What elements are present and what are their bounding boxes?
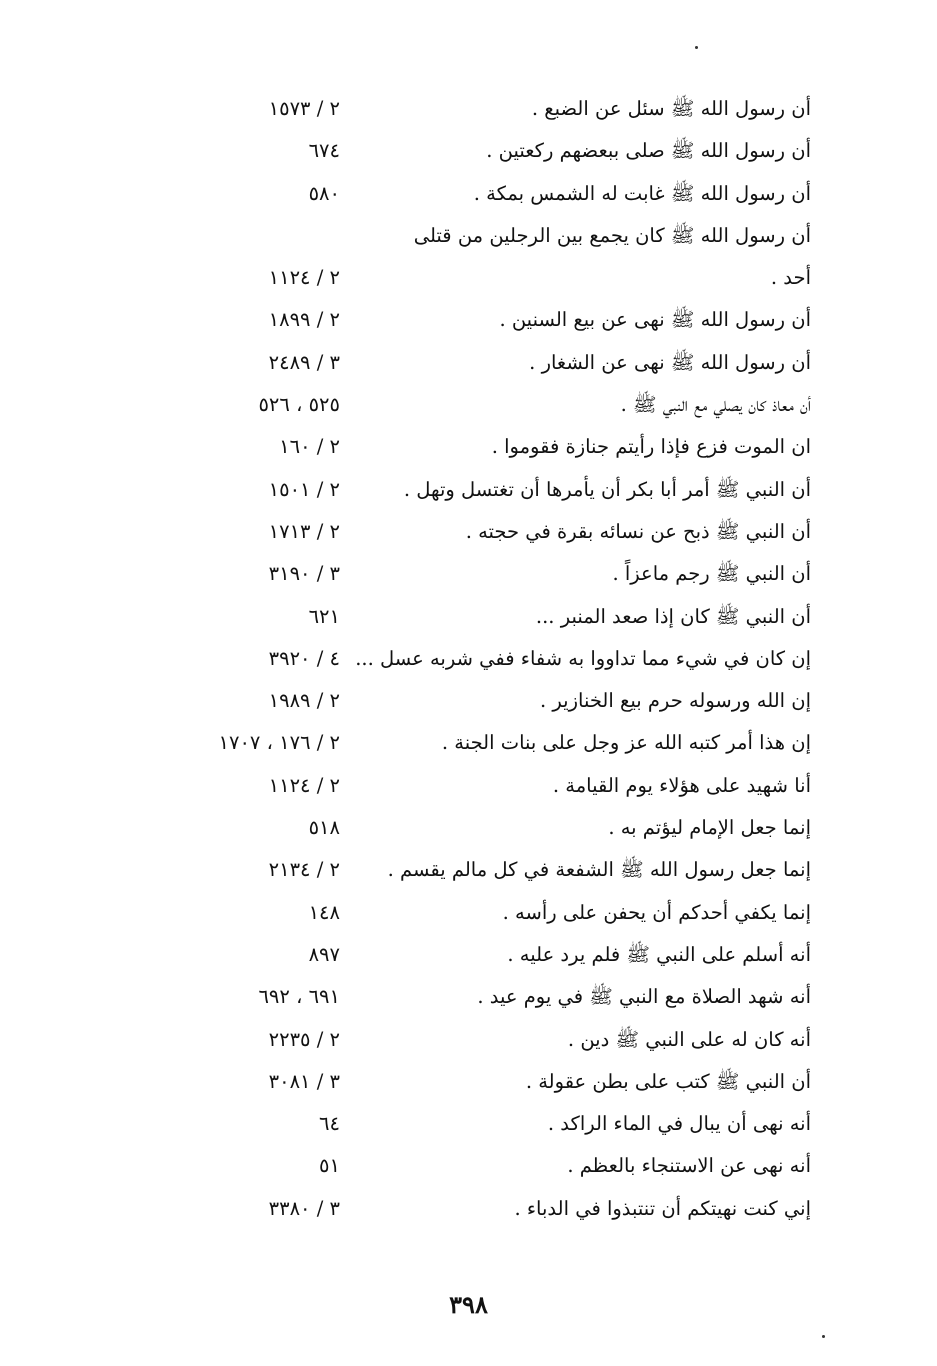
index-entry: [0, 130, 937, 172]
index-entry: [0, 849, 937, 891]
index-entry: [0, 596, 937, 638]
entry-reference: ٤ / ٣٩٢٠: [268, 646, 340, 670]
entry-text: أن رسول الله ﷺ غابت له الشمس بمكة .: [473, 181, 811, 205]
entry-text: أن النبي ﷺ أمر أبا بكر أن يأمرها أن تغتسل وتهل .: [403, 477, 811, 501]
entry-text: أن رسول الله ﷺ نهى عن بيع السنين .: [499, 308, 811, 332]
entry-reference: ٢ / ٢٢٣٥: [268, 1027, 340, 1051]
entry-text: أنه شهد الصلاة مع النبي ﷺ في يوم عيد .: [477, 985, 811, 1009]
entry-reference: ٢ / ١٥٠١: [268, 477, 340, 501]
index-entry: [0, 638, 937, 680]
index-entry: [0, 173, 937, 215]
entry-text: إن الله ورسوله حرم بيع الخنازير .: [540, 689, 811, 713]
entry-text: أن رسول الله ﷺ سئل عن الضبع .: [531, 97, 811, 120]
entry-text: إن كان في شيء مما تداووا به شفاء ففي شربه عسل ...: [355, 646, 811, 670]
index-entry: [0, 426, 937, 468]
entry-reference: ٢ / ١١٢٤: [268, 773, 340, 797]
entry-text: أنه كان له على النبي ﷺ دين .: [567, 1027, 811, 1051]
entry-reference: ٢ / ١٦٠: [279, 435, 340, 459]
page-number: ٣٩٨: [449, 1290, 488, 1319]
entry-reference: ٣ / ٣٠٨١: [268, 1069, 340, 1093]
entry-reference: ٦٧٤: [308, 139, 340, 163]
index-entry: [0, 553, 937, 595]
hadith-index-list: [0, 88, 937, 1230]
index-entry: [0, 511, 937, 553]
entry-reference: ٥١٨: [308, 816, 340, 840]
entry-reference: ٢ / ١٩٨٩: [268, 689, 340, 713]
index-entry: [0, 892, 937, 934]
index-entry: [0, 807, 937, 849]
print-speck: [695, 46, 698, 49]
index-entry: [0, 342, 937, 384]
index-entry: [0, 299, 937, 341]
entry-text: أن رسول الله ﷺ كان يجمع بين الرجلين من قتلى: [413, 223, 811, 247]
print-speck: [822, 1335, 825, 1338]
entry-reference: ٦٢١: [308, 604, 340, 628]
entry-reference: ٥١: [319, 1154, 340, 1178]
index-entry: [0, 257, 937, 299]
entry-reference: ٥٢٥ ، ٥٢٦: [258, 393, 340, 417]
index-entry: [0, 384, 937, 426]
entry-reference: ٨٩٧: [308, 942, 340, 966]
entry-text: أحد .: [770, 266, 811, 290]
entry-text: إنما يكفي أحدكم أن يحفن على رأسه .: [502, 900, 811, 924]
entry-reference: ٢ / ١٥٧٣: [268, 97, 340, 120]
index-entry: [0, 722, 937, 764]
entry-text: أنه نهى عن الاستنجاء بالعظم .: [567, 1154, 811, 1178]
entry-text: أنه أسلم على النبي ﷺ فلم يرد عليه .: [507, 942, 811, 966]
index-entry: [0, 1103, 937, 1145]
entry-text: إن هذا أمر كتبه الله عز وجل على بنات الجنة .: [441, 731, 811, 755]
entry-reference: ٢ / ١٧١٣: [268, 519, 340, 543]
entry-reference: ٥٨٠: [308, 181, 340, 205]
entry-text: إنما جعل رسول الله ﷺ الشفعة في كل مالم يقسم .: [387, 858, 811, 882]
index-entry: [0, 765, 937, 807]
entry-text: أن النبي ﷺ كان إذا صعد المنبر ...: [535, 604, 811, 628]
entry-reference: ٣ / ٣١٩٠: [268, 562, 340, 586]
entry-text: أنه نهى أن يبال في الماء الراكد .: [547, 1112, 811, 1136]
entry-reference: ٢ / ١١٢٤: [268, 266, 340, 290]
index-entry: [0, 976, 937, 1018]
entry-reference: ٦٩١ ، ٦٩٢: [258, 985, 340, 1009]
entry-text: أن النبي ﷺ ذبح عن نسائه بقرة في حجته .: [465, 519, 811, 543]
index-entry: [0, 88, 937, 130]
entry-text: ان الموت فزع فإذا رأيتم جنازة فقوموا .: [491, 435, 811, 459]
index-entry: [0, 469, 937, 511]
index-entry: [0, 1145, 937, 1187]
entry-reference: ٢ / ١٧٦ ، ١٧٠٧: [218, 731, 340, 755]
index-entry: [0, 1061, 937, 1103]
entry-text: أن رسول الله ﷺ نهى عن الشغار .: [529, 350, 811, 374]
index-entry: [0, 1188, 937, 1230]
index-entry: [0, 1019, 937, 1061]
index-entry: [0, 215, 937, 257]
entry-reference: ٢ / ١٨٩٩: [268, 308, 340, 332]
index-entry: [0, 934, 937, 976]
entry-reference: ٦٤: [319, 1112, 340, 1136]
entry-text: أن النبي ﷺ رجم ماعزاً .: [612, 562, 811, 586]
entry-reference: ٣ / ٢٤٨٩: [268, 350, 340, 374]
entry-reference: ٣ / ٣٣٨٠: [268, 1196, 340, 1220]
entry-text: أن معاذ كان يصلي مع النبي ﷺ .: [620, 393, 811, 417]
entry-text: إنما جعل الإمام ليؤتم به .: [608, 816, 811, 840]
entry-text: أن رسول الله ﷺ صلى ببعضهم ركعتين .: [486, 139, 811, 163]
entry-reference: ٢ / ٢١٣٤: [268, 858, 340, 882]
entry-text: أن النبي ﷺ كتب على بطن عقولة .: [525, 1069, 811, 1093]
entry-text: إني كنت نهيتكم أن تنتبذوا في الدباء .: [514, 1196, 811, 1220]
entry-text: أنا شهيد على هؤلاء يوم القيامة .: [552, 773, 811, 797]
entry-reference: ١٤٨: [308, 900, 340, 924]
index-entry: [0, 680, 937, 722]
